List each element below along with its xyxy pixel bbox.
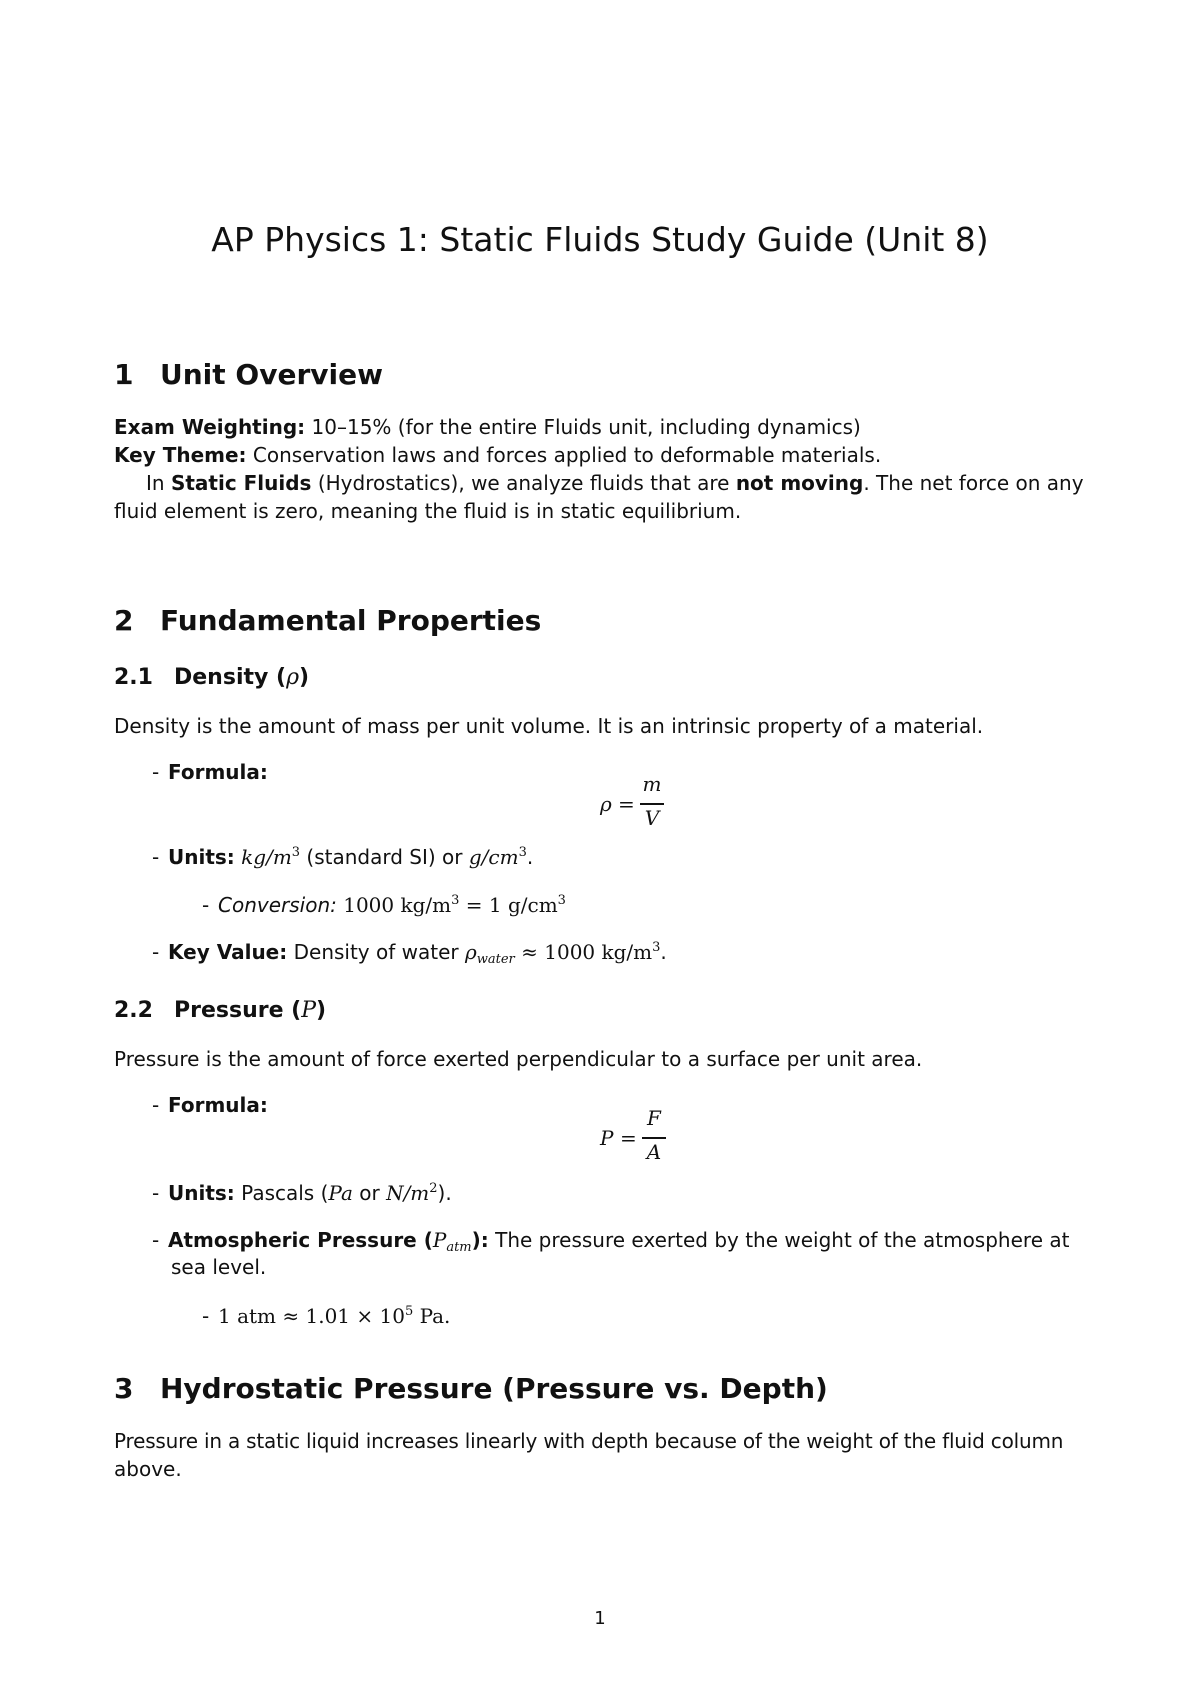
document-title: AP Physics 1: Static Fluids Study Guide (Unit 8) bbox=[211, 220, 989, 259]
conversion-bullet bbox=[202, 893, 566, 917]
section-title: Hydrostatic Pressure (Pressure vs. Depth) bbox=[160, 1372, 828, 1405]
atm-text: The pressure exerted by the weight of the atmosphere at bbox=[488, 1228, 1070, 1252]
subsection-title-close: ) bbox=[299, 665, 310, 690]
units-cgs: g/cm bbox=[468, 845, 519, 869]
overview-paragraph-line-1 bbox=[146, 471, 1084, 495]
bullet-dash: - bbox=[152, 1093, 160, 1117]
exponent: 3 bbox=[518, 845, 527, 860]
exponent: 2 bbox=[429, 1181, 438, 1196]
density-symbol: ρ bbox=[464, 940, 477, 964]
pressure-formula bbox=[600, 1106, 680, 1168]
section-number: 1 bbox=[114, 358, 134, 391]
page-number: 1 bbox=[594, 1608, 606, 1629]
section-3-heading bbox=[114, 1372, 828, 1405]
key-value-label: Key Value: bbox=[168, 940, 288, 964]
section-title: Fundamental Properties bbox=[160, 604, 542, 637]
exam-weighting-label: Exam Weighting: bbox=[114, 415, 306, 439]
formula-denominator: A bbox=[646, 1140, 662, 1164]
paragraph-text: In bbox=[146, 471, 171, 495]
fraction-bar bbox=[640, 803, 664, 805]
bullet-dash: - bbox=[152, 760, 160, 784]
atm-label-close: ): bbox=[471, 1228, 489, 1252]
subscript: atm bbox=[446, 1240, 472, 1255]
atm-value-bullet bbox=[202, 1304, 450, 1328]
formula-label: Formula: bbox=[168, 760, 268, 784]
units-text: or bbox=[352, 1181, 387, 1205]
key-theme-label: Key Theme: bbox=[114, 443, 247, 467]
atm-value: 1 atm ≈ 1.01 × 10 bbox=[218, 1304, 405, 1328]
density-units-bullet bbox=[152, 845, 533, 869]
pressure-symbol: P bbox=[301, 998, 317, 1023]
formula-numerator: F bbox=[647, 1106, 661, 1130]
units-pascal: Pa bbox=[328, 1181, 353, 1205]
units-text: (standard SI) or bbox=[300, 845, 469, 869]
units-n-per-m2: N/m bbox=[386, 1181, 430, 1205]
not-moving-term: not moving bbox=[735, 471, 864, 495]
units-label: Units: bbox=[168, 845, 235, 869]
key-value-text: . bbox=[660, 940, 667, 964]
formula-denominator: V bbox=[644, 806, 660, 830]
exponent: 3 bbox=[291, 845, 301, 860]
subscript: water bbox=[476, 952, 515, 967]
units-text: . bbox=[526, 845, 534, 869]
formula-lhs: P bbox=[600, 1126, 614, 1150]
bullet-dash: - bbox=[152, 1228, 160, 1252]
exponent: 5 bbox=[404, 1304, 414, 1319]
key-value-bullet bbox=[152, 940, 667, 967]
section-1-heading bbox=[114, 358, 383, 391]
formula-lhs: ρ bbox=[600, 792, 612, 816]
key-value-text: Density of water bbox=[287, 940, 465, 964]
pressure-formula-bullet bbox=[152, 1093, 268, 1117]
units-text: ). bbox=[437, 1181, 452, 1205]
density-intro: Density is the amount of mass per unit volume. It is an intrinsic property of a material. bbox=[114, 714, 984, 738]
section-title: Unit Overview bbox=[160, 358, 383, 391]
key-value-number: ≈ 1000 kg/m bbox=[514, 940, 653, 964]
exponent: 3 bbox=[451, 893, 460, 908]
formula-equals: = bbox=[618, 792, 635, 816]
hydrostatic-paragraph-line-1: Pressure in a static liquid increases linearly with depth because of the weight of the fluid column bbox=[114, 1429, 1064, 1453]
static-fluids-term: Static Fluids bbox=[170, 471, 312, 495]
exam-weighting-line bbox=[114, 415, 861, 439]
atmospheric-pressure-line-2: sea level. bbox=[171, 1255, 267, 1279]
formula-label: Formula: bbox=[168, 1093, 268, 1117]
paragraph-text: . The net force on any bbox=[863, 471, 1084, 495]
pressure-symbol: P bbox=[432, 1228, 447, 1252]
hydrostatic-paragraph-line-2: above. bbox=[114, 1457, 182, 1481]
subsection-title: Pressure ( bbox=[174, 998, 302, 1023]
atm-label: Atmospheric Pressure ( bbox=[168, 1228, 433, 1252]
exponent: 3 bbox=[652, 940, 661, 955]
atm-value-unit: Pa. bbox=[413, 1304, 451, 1328]
paragraph-text: (Hydrostatics), we analyze fluids that are bbox=[311, 471, 736, 495]
bullet-dash: - bbox=[202, 893, 210, 917]
section-number: 3 bbox=[114, 1372, 134, 1405]
conversion-value: 1000 kg/m bbox=[336, 893, 452, 917]
density-symbol: ρ bbox=[286, 665, 299, 690]
bullet-dash: - bbox=[152, 940, 160, 964]
formula-equals: = bbox=[620, 1126, 637, 1150]
subsection-2-1-heading bbox=[114, 665, 309, 690]
subsection-2-2-heading bbox=[114, 998, 326, 1023]
units-label: Units: bbox=[168, 1181, 235, 1205]
pressure-intro: Pressure is the amount of force exerted perpendicular to a surface per unit area. bbox=[114, 1047, 923, 1071]
overview-paragraph-line-2: fluid element is zero, meaning the fluid is in static equilibrium. bbox=[114, 499, 742, 523]
units-si: kg/m bbox=[241, 845, 292, 869]
density-formula-bullet bbox=[152, 760, 268, 784]
units-text: Pascals ( bbox=[234, 1181, 329, 1205]
conversion-label: Conversion: bbox=[218, 893, 337, 917]
key-theme-text: Conservation laws and forces applied to deformable materials. bbox=[246, 443, 882, 467]
subsection-number: 2.2 bbox=[114, 998, 153, 1023]
exponent: 3 bbox=[557, 893, 566, 908]
conversion-value: = 1 g/cm bbox=[459, 893, 558, 917]
bullet-dash: - bbox=[152, 845, 160, 869]
bullet-dash: - bbox=[152, 1181, 160, 1205]
subsection-title-close: ) bbox=[316, 998, 327, 1023]
section-number: 2 bbox=[114, 604, 134, 637]
subsection-number: 2.1 bbox=[114, 665, 153, 690]
fraction-bar bbox=[642, 1137, 666, 1139]
subsection-title: Density ( bbox=[174, 665, 287, 690]
formula-numerator: m bbox=[642, 772, 662, 796]
pressure-units-bullet bbox=[152, 1181, 452, 1205]
section-2-heading bbox=[114, 604, 541, 637]
bullet-dash: - bbox=[202, 1304, 210, 1328]
key-theme-line bbox=[114, 443, 881, 467]
density-formula bbox=[600, 772, 680, 834]
exam-weighting-text: 10–15% (for the entire Fluids unit, including dynamics) bbox=[305, 415, 861, 439]
atmospheric-pressure-bullet bbox=[152, 1228, 1070, 1255]
